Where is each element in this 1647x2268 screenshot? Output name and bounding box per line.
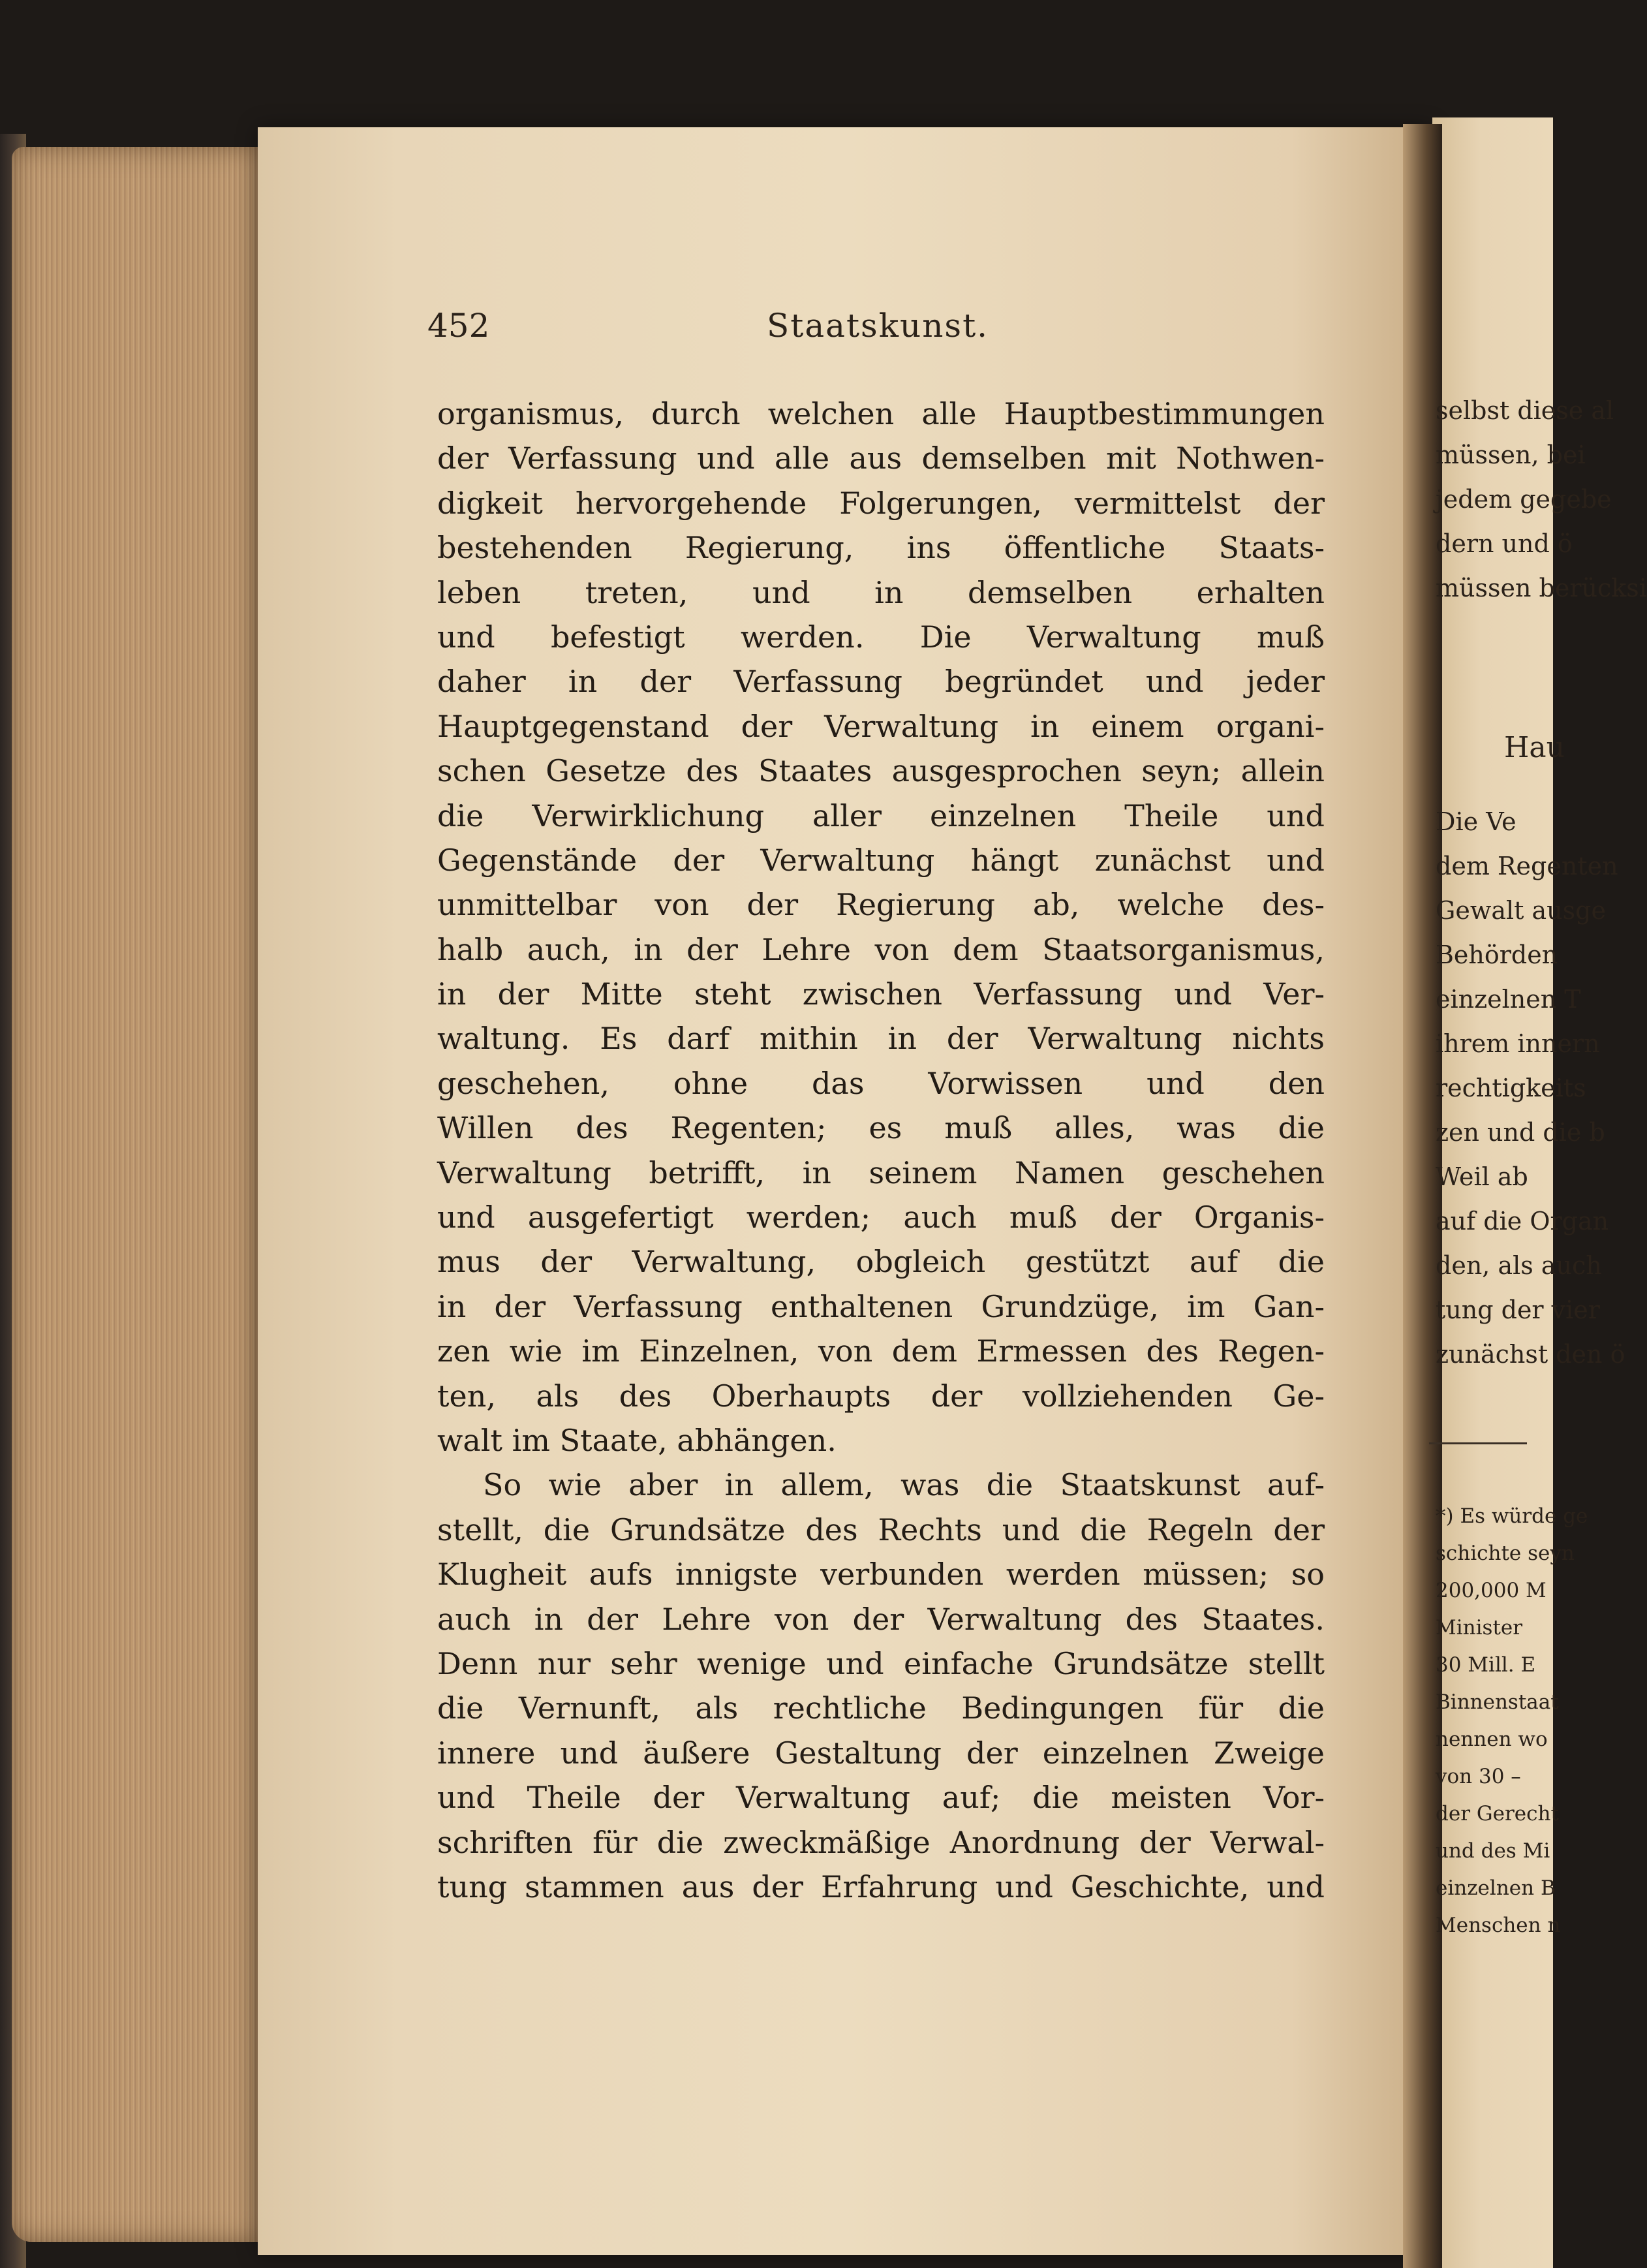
footnote-line: Minister — [1436, 1616, 1523, 1639]
text-line: daher in der Verfassung begründet und jeder — [437, 664, 1325, 700]
side-line: dem Regenten — [1436, 852, 1618, 880]
text-line: Denn nur sehr wenige und einfache Grundsätze stellt — [437, 1645, 1325, 1681]
running-head: Staatskunst. — [767, 307, 989, 345]
footnote-line: und des Mi — [1436, 1839, 1550, 1863]
text-line: unmittelbar von der Regierung ab, welche des- — [437, 887, 1325, 923]
right-page-footnotes — [1436, 1498, 1588, 1944]
text-line: in der Verfassung enthaltenen Grundzüge, im Gan- — [437, 1288, 1325, 1324]
text-line: zen wie im Einzelnen, von dem Ermessen des Regen- — [437, 1333, 1325, 1369]
text-line: Verwaltung betrifft, in seinem Namen geschehen — [437, 1155, 1325, 1190]
footnote-line: Binnenstaat — [1436, 1690, 1559, 1714]
text-line: innere und äußere Gestaltung der einzelnen Zweige — [437, 1735, 1325, 1771]
text-line: Hauptgegenstand der Verwaltung in einem organi- — [437, 708, 1325, 744]
side-line: zunächst den ö — [1436, 1340, 1625, 1369]
side-line: dern und ö — [1436, 529, 1573, 558]
side-line: selbst diese al — [1436, 396, 1614, 425]
side-line: Weil ab — [1436, 1162, 1528, 1191]
footnote-line: schichte seyn — [1436, 1542, 1575, 1565]
text-line: und Theile der Verwaltung auf; die meisten Vor- — [437, 1780, 1325, 1816]
body-text — [437, 392, 1325, 1909]
text-line: und ausgefertigt werden; auch muß der Organis- — [437, 1200, 1325, 1235]
text-line: tung stammen aus der Erfahrung und Geschichte, und — [437, 1869, 1325, 1904]
side-line: auf die Organ — [1436, 1207, 1609, 1235]
text-line: halb auch, in der Lehre von dem Staatsorganismus, — [437, 931, 1325, 967]
text-line: digkeit hervorgehende Folgerungen, vermittelst der — [437, 485, 1325, 521]
side-line: Die Ve — [1436, 807, 1516, 836]
text-line: ten, als des Oberhaupts der vollziehenden Ge- — [437, 1378, 1325, 1414]
side-line: Gewalt ausge — [1436, 896, 1606, 925]
right-page-mid-text — [1436, 800, 1625, 1376]
text-line: schen Gesetze des Staates ausgesprochen seyn; allein — [437, 753, 1325, 789]
text-line: in der Mitte steht zwischen Verfassung und Ver- — [437, 976, 1325, 1012]
footnote-line: nennen wo — [1436, 1728, 1548, 1751]
side-line: rechtigkeits — [1436, 1074, 1586, 1102]
text-line: leben treten, und in demselben erhalten — [437, 574, 1325, 610]
text-line: So wie aber in allem, was die Staatskunst auf- — [483, 1467, 1325, 1503]
footnote-line: der Gerecht — [1436, 1802, 1559, 1825]
text-line: waltung. Es darf mithin in der Verwaltung nichts — [437, 1021, 1325, 1057]
text-line: Willen des Regenten; es muß alles, was die — [437, 1110, 1325, 1146]
text-line: mus der Verwaltung, obgleich gestützt auf die — [437, 1244, 1325, 1280]
page-header — [427, 307, 1328, 352]
page-number: 452 — [427, 307, 490, 345]
text-line: Klugheit aufs innigste verbunden werden müssen; so — [437, 1557, 1325, 1592]
side-line: müssen berücksi — [1436, 574, 1647, 602]
text-line: schriften für die zweckmäßige Anordnung der Verwal- — [437, 1824, 1325, 1860]
footnote-line: 30 Mill. E — [1436, 1653, 1536, 1677]
side-line: ihrem innern — [1436, 1029, 1600, 1058]
page-stack-edge — [12, 147, 260, 2242]
side-line: zen und die b — [1436, 1118, 1605, 1147]
side-line: einzelnen T — [1436, 985, 1581, 1014]
footnote-line: *) Es würde ge — [1436, 1504, 1588, 1528]
text-line: der Verfassung und alle aus demselben mit Nothwen- — [437, 441, 1325, 476]
footnote-rule — [1429, 1442, 1527, 1444]
text-line: die Verwirklichung aller einzelnen Theile und — [437, 798, 1325, 833]
text-line: geschehen, ohne das Vorwissen und den — [437, 1065, 1325, 1101]
footnote-line: von 30 – — [1436, 1765, 1521, 1788]
text-line: auch in der Lehre von der Verwaltung des Staates. — [437, 1601, 1325, 1637]
text-line: und befestigt werden. Die Verwaltung muß — [437, 619, 1325, 655]
text-line: walt im Staate, abhängen. — [437, 1422, 837, 1458]
side-line: den, als auch — [1436, 1251, 1602, 1280]
right-page-top-text — [1436, 388, 1647, 610]
text-line: Gegenstände der Verwaltung hängt zunächst und — [437, 842, 1325, 878]
footnote-line: einzelnen B — [1436, 1876, 1556, 1900]
right-page-heading: Hau — [1504, 731, 1565, 764]
text-line: stellt, die Grundsätze des Rechts und die Regeln der — [437, 1512, 1325, 1547]
text-line: die Vernunft, als rechtliche Bedingungen für die — [437, 1690, 1325, 1726]
side-line: jedem gegebe — [1436, 485, 1612, 514]
footnote-line: 200,000 M — [1436, 1579, 1547, 1602]
side-line: müssen, bei — [1436, 441, 1586, 469]
text-line: organismus, durch welchen alle Hauptbestimmungen — [437, 396, 1325, 431]
text-line: bestehenden Regierung, ins öffentliche Staats- — [437, 530, 1325, 566]
side-line: tung der vier — [1436, 1296, 1600, 1324]
footnote-line: Menschen n — [1436, 1914, 1561, 1937]
side-line: Behörden — [1436, 940, 1558, 969]
